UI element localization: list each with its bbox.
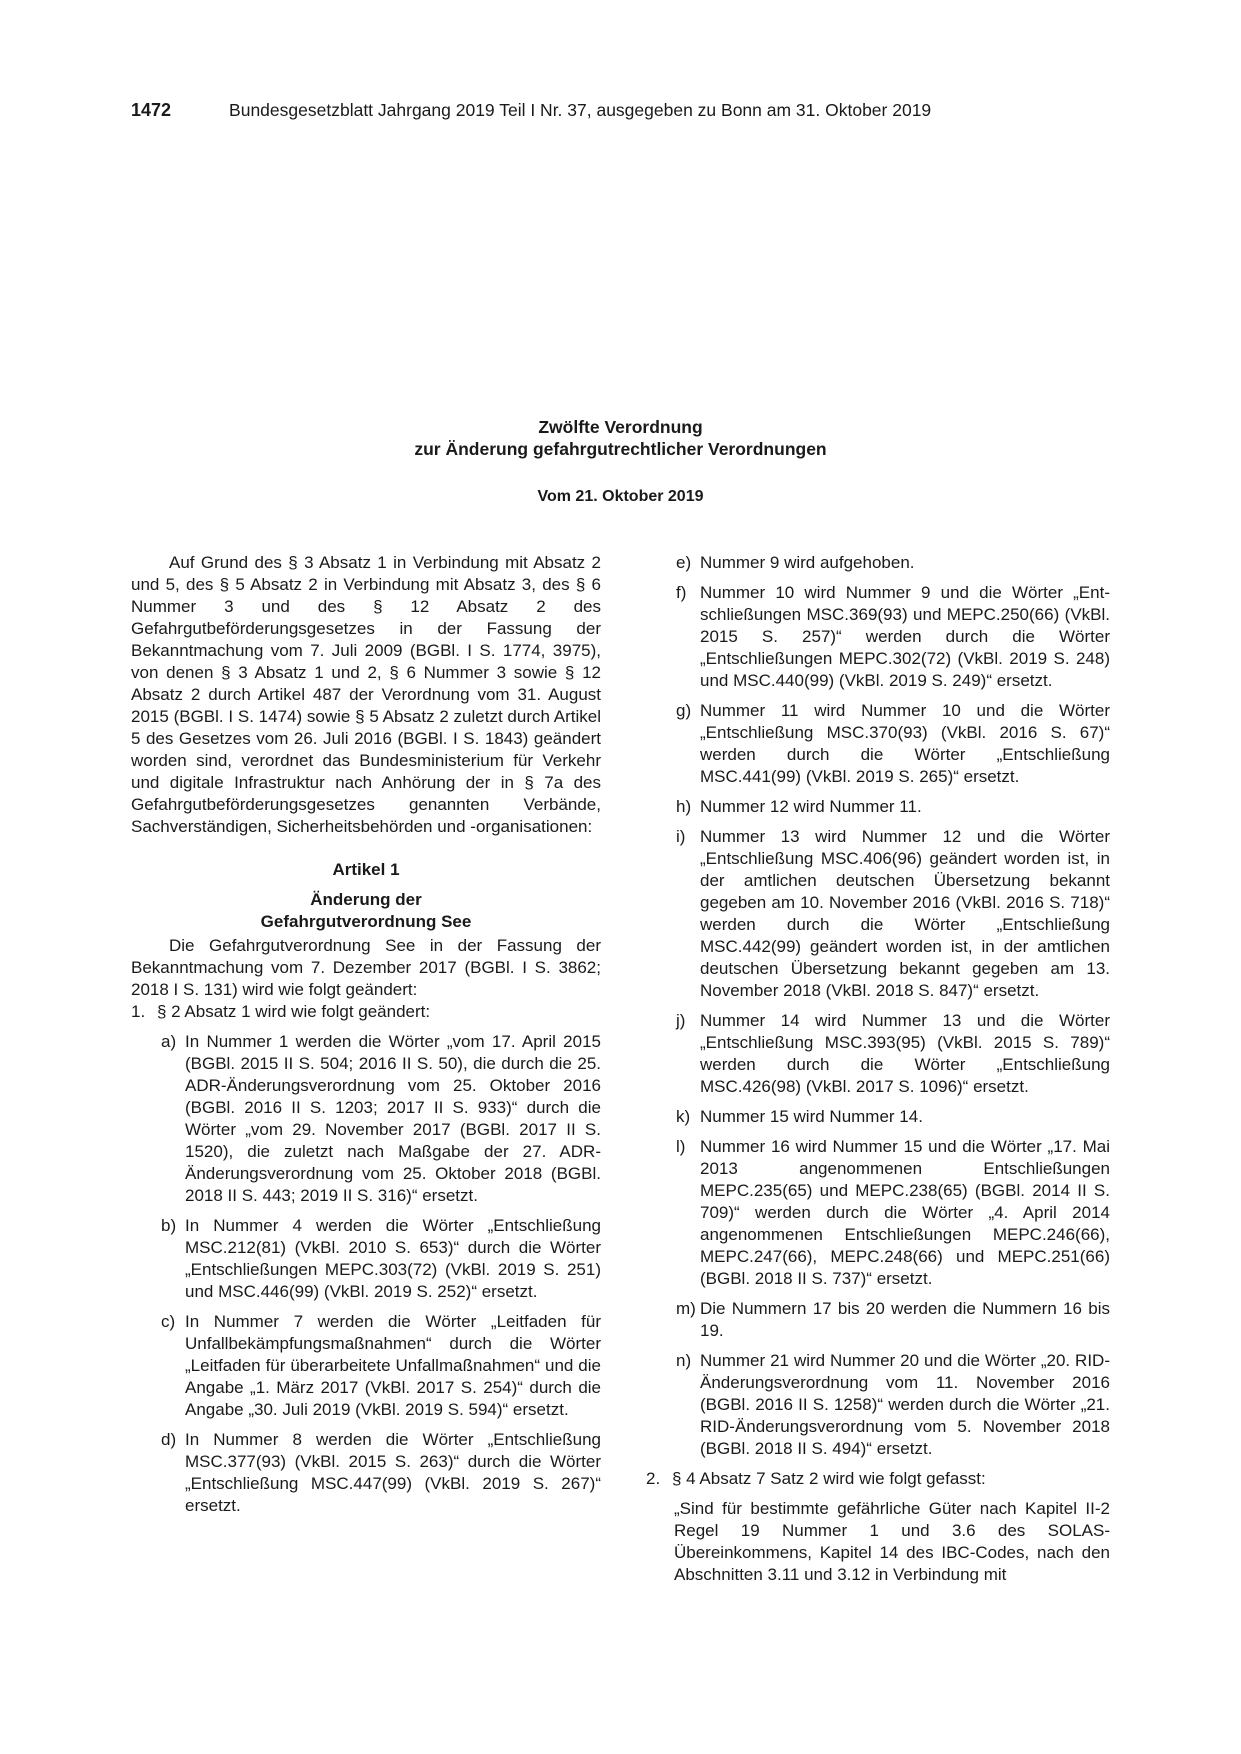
sub-item-text: Nummer 15 wird Nummer 14.: [700, 1107, 923, 1126]
sub-item-text: Nummer 11 wird Nummer 10 und die Wörter „Entschließung MSC.370(93) (VkBl. 2016 S. 67)“ werden durch die Wörter „Entschließung MSC.441(99) (VkBl. 2019 S. 265)“ ersetzt.: [700, 701, 1110, 786]
preamble: Auf Grund des § 3 Absatz 1 in Verbindung mit Absatz 2 und 5, des § 5 Absatz 2 in Verbindung mit Absatz 3, des § 6 Nummer 3 und des § 12 Absatz 2 des Gefahrgutbeförderungsgesetzes in der Fassung der Bekanntmachung vom 7. Juli 2009 (BGBl. I S. 1774, 3975), von denen § 3 Absatz 1 und 2, § 6 Nummer 3 sowie § 12 Absatz 2 durch Artikel 487 der Verordnung vom 31. August 2015 (BGBl. I S. 1474) sowie § 5 Absatz 2 zuletzt durch Artikel 5 des Gesetzes vom 26. Juli 2016 (BGBl. I S. 1843) geändert worden sind, verordnet das Bundesministerium für Verkehr und digitale Infrastruktur nach Anhörung der in § 7a des Gefahrgutbeförderungsgesetzes genannten Verbände, Sachverständigen, Sicherheitsbehörden und -organisationen:: [131, 553, 601, 836]
article-subtitle-1: Änderung der: [310, 890, 422, 909]
sub-item-label: m): [676, 1299, 696, 1318]
sub-item-label: g): [676, 701, 692, 720]
sub-item: [646, 552, 1110, 574]
title-line-1: Zwölfte Verordnung: [538, 417, 703, 437]
item-number: 1.: [131, 1002, 146, 1021]
sub-item-label: c): [161, 1312, 176, 1331]
sub-item-text: Nummer 16 wird Nummer 15 und die Wörter „17. Mai 2013 angenommenen Entschließungen MEPC.235(65) und MEPC.238(65) (BGBl. 2014 II S. 709)“ werden durch die Wörter „4. April 2014 angenommenen Entschließungen MEPC.246(66), MEPC.247(66), MEPC.248(66) und MEPC.251(66) (BGBl. 2018 II S. 737)“ ersetzt.: [700, 1137, 1110, 1288]
quoted-text: „Sind für bestimmte gefährliche Güter nach Kapitel II-2 Regel 19 Nummer 1 und 3.6 des SOLAS-Übereinkommens, Kapitel 14 des IBC-Codes, nach den Abschnitten 3.11 und 3.12 in Verbindung mit: [674, 1499, 1110, 1584]
running-title: Bundesgesetzblatt Jahrgang 2019 Teil I Nr. 37, ausgegeben zu Bonn am 31. Oktober 2019: [229, 100, 932, 120]
sub-item: [646, 1298, 1110, 1342]
sub-item: [646, 582, 1110, 692]
article-subtitle-2: Gefahrgutverordnung See: [260, 912, 472, 931]
sub-item-label: k): [676, 1107, 691, 1126]
sub-item: [646, 1010, 1110, 1098]
sub-item-text: In Nummer 7 werden die Wörter „Leitfaden für Unfallbekämpfungsmaßnahmen“ durch die Wörter „Leitfaden für überarbeitete Unfallmaßnahmen“ und die Angabe „1. März 2017 (VkBl. 2017 S. 254)“ durch die Angabe „30. Juli 2019 (VkBl. 2019 S. 594)“ ersetzt.: [185, 1312, 601, 1419]
sub-item-text: In Nummer 1 werden die Wörter „vom 17. April 2015 (BGBl. 2015 II S. 504; 2016 II S. 50), die durch die 25. ADR-Änderungsverordnung vom 25. Oktober 2016 (BGBl. 2016 II S. 1203; 2017 II S. 933)“ durch die Wörter „vom 29. November 2017 (BGBl. 2017 II S. 1520), die zuletzt nach Maßgabe der 27. ADR-Änderungsverordnung vom 25. Oktober 2018 (BGBl. 2018 II S. 443; 2019 II S. 316)“ ersetzt.: [185, 1032, 601, 1205]
sub-item-label: f): [676, 583, 687, 602]
date-line: Vom 21. Oktober 2019: [537, 488, 704, 505]
sub-item-label: d): [161, 1430, 177, 1449]
sub-item-text: Nummer 12 wird Nummer 11.: [700, 797, 922, 816]
sub-item: [131, 1031, 601, 1207]
article-title: Artikel 1: [332, 860, 400, 879]
left-column: [131, 552, 601, 1517]
list-item: [646, 1468, 1110, 1490]
sub-item-text: Nummer 14 wird Nummer 13 und die Wörter „Entschließung MSC.393(95) (VkBl. 2015 S. 789)“ werden durch die Wörter „Entschließung MSC.426(98) (VkBl. 2017 S. 1096)“ ersetzt.: [700, 1011, 1110, 1096]
item-text: § 2 Absatz 1 wird wie folgt geändert:: [157, 1002, 431, 1021]
page-header: [131, 100, 1110, 121]
sub-item-label: b): [161, 1216, 177, 1235]
sub-item: [646, 1350, 1110, 1460]
sub-item-text: Die Nummern 17 bis 20 werden die Nummern 16 bis 19.: [700, 1299, 1110, 1340]
sub-item-text: Nummer 10 wird Nummer 9 und die Wörter „Entschließungen MSC.369(93) und MEPC.250(66) (VkBl. 2015 S. 257)“ werden durch die Wörter „Entschließungen MEPC.302(72) (VkBl. 2019 S. 248) und MSC.440(99) (VkBl. 2019 S. 249)“ ersetzt.: [700, 583, 1110, 690]
sub-item-label: a): [161, 1032, 177, 1051]
sub-item-text: Nummer 9 wird aufgehoben.: [700, 553, 915, 572]
item-text: § 4 Absatz 7 Satz 2 wird wie folgt gefasst:: [672, 1469, 986, 1488]
sub-item-label: l): [676, 1137, 686, 1156]
sub-item-label: h): [676, 797, 692, 816]
sub-item-label: n): [676, 1351, 692, 1370]
sub-item: [646, 1106, 1110, 1128]
sub-item: [646, 826, 1110, 1002]
sub-item: [131, 1311, 601, 1421]
sub-item-label: j): [676, 1011, 686, 1030]
list-item: [131, 1001, 601, 1023]
document-title: [131, 416, 1110, 460]
right-column: [646, 552, 1110, 1586]
title-line-2: zur Änderung gefahrgutrechtlicher Verordnungen: [414, 439, 827, 459]
sub-item: [131, 1429, 601, 1517]
sub-item: [646, 700, 1110, 788]
sub-item: [646, 796, 1110, 818]
item-number: 2.: [646, 1469, 661, 1488]
sub-item-text: Nummer 21 wird Nummer 20 und die Wörter „20. RID-Änderungsverordnung vom 11. November 2016 (BGBl. 2016 II S. 1258)“ werden durch die Wörter „21. RID-Änderungsverordnung vom 5. November 2018 (BGBl. 2018 II S. 494)“ ersetzt.: [700, 1351, 1110, 1458]
page-number: 1472: [131, 100, 172, 120]
sub-item: [646, 1136, 1110, 1290]
sub-item-label: i): [676, 827, 686, 846]
sub-item-text: Nummer 13 wird Nummer 12 und die Wörter „Entschließung MSC.406(96) geändert worden ist, in der amtlichen deutschen Übersetzung bekannt gegeben am 10. November 2016 (VkBl. 2016 S. 718)“ werden durch die Wörter „Entschließung MSC.442(99) geändert worden ist, in der amtlichen deutschen Übersetzung bekannt gegeben am 13. November 2018 (VkBl. 2018 S. 847)“ ersetzt.: [700, 827, 1110, 1000]
sub-item-text: In Nummer 4 werden die Wörter „Entschließung MSC.212(81) (VkBl. 2010 S. 653)“ durch die Wörter „Entschließungen MEPC.303(72) (VkBl. 2019 S. 251) und MSC.446(99) (VkBl. 2019 S. 252)“ ersetzt.: [185, 1216, 601, 1301]
sub-item: [131, 1215, 601, 1303]
article-intro: Die Gefahrgutverordnung See in der Fassung der Bekanntmachung vom 7. Dezember 2017 (BGBl. I S. 3862; 2018 I S. 131) wird wie folgt geändert:: [131, 936, 601, 999]
sub-item-text: In Nummer 8 werden die Wörter „Entschließung MSC.377(93) (VkBl. 2015 S. 263)“ durch die Wörter „Entschließung MSC.447(99) (VkBl. 2019 S. 267)“ ersetzt.: [185, 1430, 601, 1515]
sub-item-label: e): [676, 553, 692, 572]
